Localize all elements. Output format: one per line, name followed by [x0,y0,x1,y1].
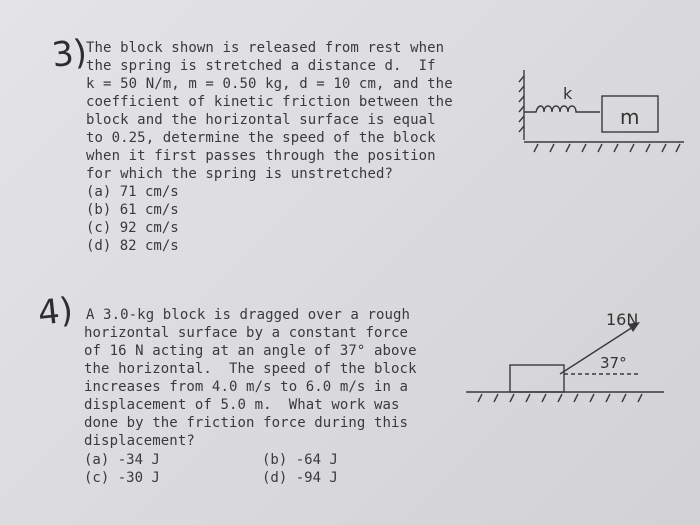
problem-4-line: done by the friction force during this [84,415,409,431]
force-label: 16N [606,310,639,329]
option-d: (d) 82 cm/s [86,238,179,254]
spring-label-k: k [563,84,573,103]
dragged-block-figure [466,325,664,402]
problem-4-number: 4) [36,290,75,334]
problem-3-line: coefficient of kinetic friction between the [86,94,453,110]
option-a: (a) -34 J [84,452,160,468]
problem-3-line: the spring is stretched a distance d. If [86,58,436,74]
problem-4-line: the horizontal. The speed of the block [84,361,417,377]
option-b: (b) -64 J [262,452,338,468]
floor-hatching [534,144,680,152]
problem-3-line: block and the horizontal surface is equal [86,112,436,128]
problem-4-line: displacement of 5.0 m. What work was [84,397,400,413]
problem-3-line: k = 50 N/m, m = 0.50 kg, d = 10 cm, and the [86,76,453,92]
block-label-m: m [620,105,640,129]
problem-4-line: A 3.0-kg block is dragged over a rough [86,307,411,323]
problem-4-line: increases from 4.0 m/s to 6.0 m/s in a [84,379,409,395]
option-d: (d) -94 J [262,470,338,486]
problem-4-line: of 16 N acting at an angle of 37° above [84,343,417,359]
problem-4-line: displacement? [84,433,195,449]
problem-4-line: horizontal surface by a constant force [84,325,409,341]
problem-3-line: The block shown is released from rest when [86,40,445,56]
problem-3-line: when it first passes through the position [86,148,436,164]
option-c: (c) -30 J [84,470,160,486]
option-c: (c) 92 cm/s [86,220,179,236]
spring-coil [524,106,600,112]
problem-3-line: to 0.25, determine the speed of the block [86,130,436,146]
option-a: (a) 71 cm/s [86,184,179,200]
wall-hatching [519,76,524,132]
angle-label: 37° [600,354,627,372]
surface-hatching [478,394,642,402]
spring-block-figure [519,70,684,152]
block-3kg [510,365,564,392]
option-b: (b) 61 cm/s [86,202,179,218]
problem-3-line: for which the spring is unstretched? [86,166,394,182]
problem-3-number: 3) [50,32,89,76]
